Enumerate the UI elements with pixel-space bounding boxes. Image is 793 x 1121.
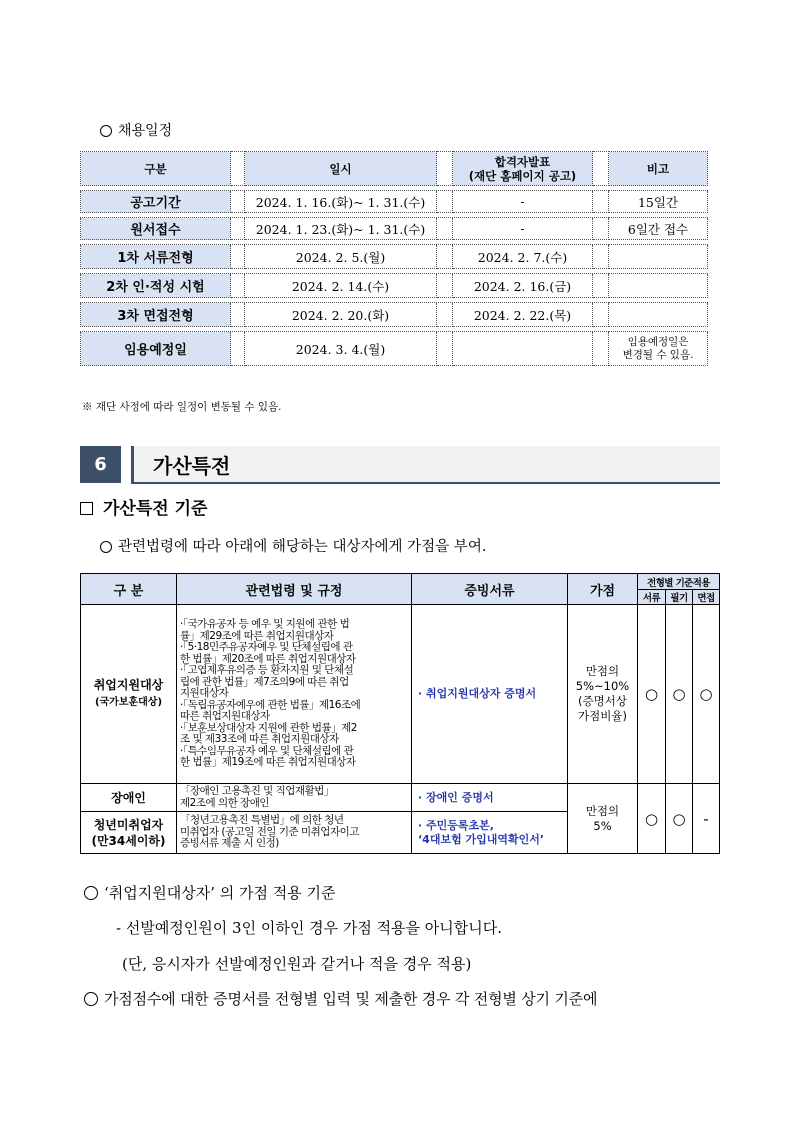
bonus-row <box>81 784 720 812</box>
header-category: 구분 <box>81 152 231 186</box>
docs-cell: · 주민등록초본, ‘4대보험 가입내역확인서’ <box>412 812 568 854</box>
category-cell: 청년미취업자 (만34세이하) <box>81 812 177 854</box>
header-stage1: 서류 <box>638 590 666 605</box>
law-cell: 「장애인 고용촉진 및 직업재활법」 제2조에 의한 장애인 <box>177 784 412 812</box>
law-cell: 「청년고용촉진 특별법」에 의한 청년 미취업자 (공고일 전일 기준 미취업자이고 증빙서류 제출 시 인정) <box>177 812 412 854</box>
circle-bullet-icon <box>100 125 112 137</box>
circle-bullet-icon <box>100 541 112 553</box>
note-2: 가점점수에 대한 증명서를 전형별 입력 및 제출한 경우 각 전형별 상기 기준에 <box>84 988 597 1009</box>
intro-text: 관련법령에 따라 아래에 해당하는 대상자에게 가점을 부여. <box>100 535 486 556</box>
subsection-title: 가산특전 기준 <box>80 494 207 519</box>
header-result: 합격자발표 (재단 홈페이지 공고) <box>453 152 593 186</box>
header-category: 구 분 <box>81 574 177 605</box>
header-note: 비고 <box>609 152 708 186</box>
bonus-row <box>81 605 720 784</box>
header-stage2: 필기 <box>666 590 693 605</box>
header-stage-apply: 전형별 기준적용 <box>638 574 720 590</box>
schedule-row: 1차 서류전형 2024. 2. 5.(월) 2024. 2. 7.(수) <box>81 245 708 269</box>
stage3-mark: - <box>693 784 720 854</box>
note-1: ‘취업지원대상자’ 의 가점 적용 기준 <box>84 882 335 903</box>
bonus-header-row <box>81 574 720 590</box>
stage1-mark: ○ <box>638 605 666 784</box>
schedule-row: 임용예정일 2024. 3. 4.(월) 임용예정일은 변경될 수 있음. <box>81 332 708 366</box>
schedule-row: 3차 면접전형 2024. 2. 20.(화) 2024. 2. 22.(목) <box>81 303 708 327</box>
schedule-row: 원서접수 2024. 1. 23.(화)~ 1. 31.(수) - 6일간 접수 <box>81 218 708 240</box>
header-law: 관련법령 및 규정 <box>177 574 412 605</box>
section-underline <box>131 482 720 484</box>
law-cell: ·「국가유공자 등 예우 및 지원에 관한 법 률」제29조에 따른 취업지원대상자 ·「5·18민주유공자예우 및 단체설립에 관 한 법률」제20조에 따른 취업지원대상자 ·「고엽제후유의증 등 환자지원 및 단체설 립에 관한 법률」제7조의9에 따른 취업 지원대상자 ·「독립유공자예우에 관한 법률」제16조에 따른 취업지원대상자 ·「보훈보상대상자 지원에 관한 법률」제2 조 및 제33조에 따른 취업지원대상자 ·「특수임무유공자 예우 및 단체설립에 관 한 법률」제19조에 따른 취업지원대상자 <box>177 605 412 784</box>
schedule-footnote: ※ 재단 사정에 따라 일정이 변동될 수 있음. <box>82 401 282 413</box>
schedule-heading: 채용일정 <box>100 120 172 140</box>
note-1-sub: - 선발예정인원이 3인 이하인 경우 가점 적용을 아니합니다. <box>116 919 503 937</box>
stage2-mark: ○ <box>666 605 693 784</box>
header-date: 일시 <box>245 152 437 186</box>
schedule-header-row <box>81 152 708 186</box>
section-title: 가산특전 <box>153 454 231 478</box>
stage1-mark: ○ <box>638 784 666 854</box>
category-cell: 취업지원대상 (국가보훈대상) <box>81 605 177 784</box>
header-points: 가점 <box>568 574 638 605</box>
header-stage3: 면접 <box>693 590 720 605</box>
note-1-sub2: (단, 응시자가 선발예정인원과 같거나 적을 경우 적용) <box>122 955 472 973</box>
stage2-mark: ○ <box>666 784 693 854</box>
checkbox-square-icon <box>80 502 93 515</box>
circle-bullet-icon <box>84 992 98 1006</box>
circle-bullet-icon <box>84 886 98 900</box>
stage3-mark: ○ <box>693 605 720 784</box>
schedule-row: 공고기간 2024. 1. 16.(화)~ 1. 31.(수) - 15일간 <box>81 191 708 213</box>
header-docs: 증빙서류 <box>412 574 568 605</box>
points-cell: 만점의 5% <box>568 784 638 854</box>
docs-cell: · 취업지원대상자 증명서 <box>412 605 568 784</box>
docs-cell: · 장애인 증명서 <box>412 784 568 812</box>
bonus-table <box>80 573 720 854</box>
category-cell: 장애인 <box>81 784 177 812</box>
schedule-table <box>80 151 708 366</box>
section-number: 6 <box>80 446 121 483</box>
schedule-note: 임용예정일은 변경될 수 있음. <box>609 332 708 366</box>
schedule-row: 2차 인·적성 시험 2024. 2. 14.(수) 2024. 2. 16.(금) <box>81 274 708 298</box>
points-cell: 만점의 5%~10% (증명서상 가점비율) <box>568 605 638 784</box>
